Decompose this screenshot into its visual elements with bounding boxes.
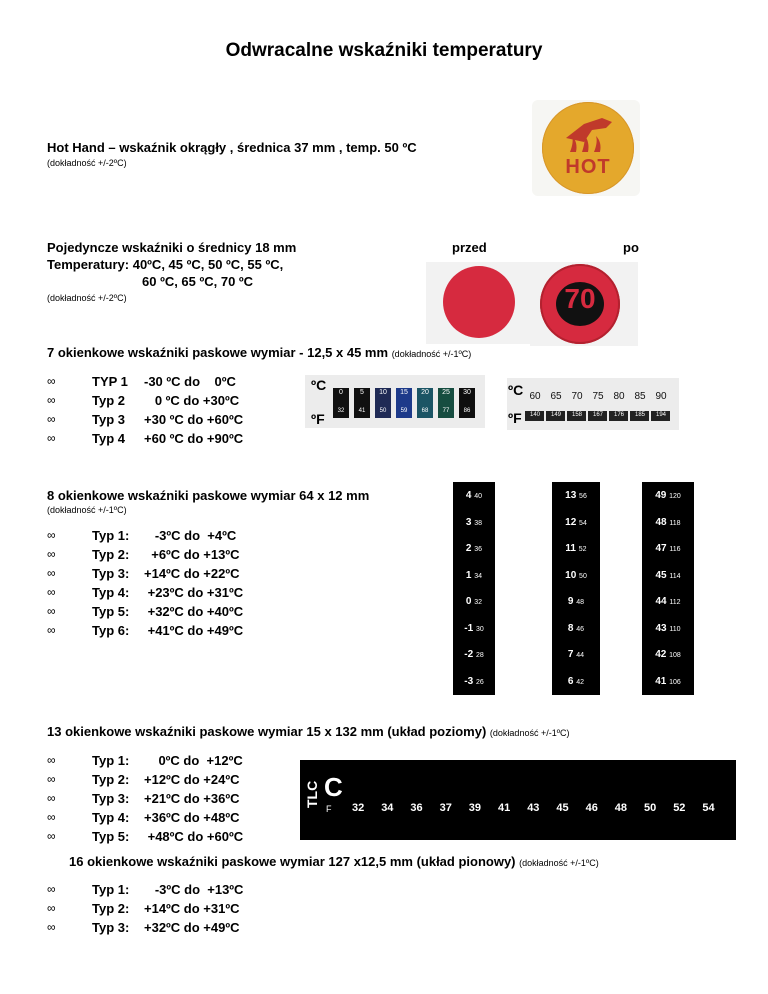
strip-value-c: 85 <box>634 391 646 402</box>
strip-value-f: 34 <box>474 572 483 580</box>
label-before: przed <box>452 240 487 255</box>
bullet-icon: ∞ <box>47 431 56 445</box>
bullet-icon: ∞ <box>47 604 56 618</box>
strip-row <box>642 623 694 634</box>
strip-row <box>453 490 495 501</box>
type-name: Typ 4: <box>92 810 130 825</box>
strip1-unit-c: ºC <box>311 377 327 393</box>
strip-value-c: 15 <box>400 389 408 396</box>
strip-value-c: 49 <box>655 490 670 501</box>
eight-types-list <box>47 526 243 640</box>
type-name: Typ 3 <box>92 412 125 427</box>
hot-badge-text: HOT <box>565 156 611 178</box>
strip-value-f: 158 <box>571 412 582 418</box>
strip-value-f: 114 <box>669 572 681 580</box>
strip-value-c: 2 <box>465 543 475 554</box>
strip-value-f: 118 <box>669 519 681 527</box>
type-item <box>47 372 243 391</box>
strip-row <box>642 596 694 607</box>
strip-row <box>552 570 600 581</box>
type-item <box>47 410 243 429</box>
type-range: -3ºC do +13ºC <box>144 882 244 897</box>
strip-value-c: 6 <box>567 675 577 687</box>
type-name: TYP 1 <box>92 374 128 389</box>
thirteen-heading-row <box>47 724 570 739</box>
bullet-icon: ∞ <box>47 920 56 934</box>
strip-value-f: 50 <box>579 572 587 580</box>
strip-value-c: 44 <box>655 596 670 607</box>
strip-value-f: 41 <box>358 408 366 414</box>
strip-value-f: 120 <box>669 493 681 500</box>
type-name: Typ 4 <box>92 431 125 446</box>
type-range: +21ºC do +36ºC <box>144 791 240 806</box>
bullet-icon: ∞ <box>47 791 56 805</box>
hot-hand-heading: Hot Hand – wskaźnik okrągły , średnica 37 mm , temp. 50 ºC <box>47 140 417 155</box>
strip-value-c: 13 <box>565 490 580 501</box>
strip-value-c: 4 <box>465 490 475 501</box>
type-name: Typ 3: <box>92 920 130 935</box>
bullet-icon: ∞ <box>47 829 56 843</box>
strip1-unit-f: ºF <box>311 411 325 427</box>
strip-value-f: 40 <box>474 493 483 500</box>
strip-value-f: 30 <box>475 625 484 633</box>
seven-accuracy: (dokładność +/-1ºC) <box>391 349 472 359</box>
type-item <box>47 602 243 621</box>
type-range: +41ºC do +49ºC <box>144 623 244 638</box>
bullet-icon: ∞ <box>47 547 56 561</box>
thirteen-accuracy: (dokładność +/-1ºC) <box>489 728 570 738</box>
strip2-unit-f: ºF <box>508 410 522 426</box>
bullet-icon: ∞ <box>47 374 56 388</box>
strip-value-f: 149 <box>550 412 561 418</box>
strip-row <box>642 649 694 660</box>
type-item <box>47 391 243 410</box>
eight-strip-1 <box>453 482 495 695</box>
strip-value: 43 <box>527 802 540 814</box>
strip-value-c: 41 <box>655 675 670 687</box>
strip-value-f: 167 <box>592 412 603 418</box>
single-heading-line3: 60 ºC, 65 ºC, 70 ºC <box>142 274 254 289</box>
type-range: +48ºC do +60ºC <box>144 829 244 844</box>
strip-row <box>453 649 495 660</box>
thirteen-types-list <box>47 751 243 846</box>
type-range: +60 ºC do +90ºC <box>144 431 244 446</box>
strip-value-c: 70 <box>571 391 583 402</box>
eight-strip-3 <box>642 482 694 695</box>
strip-value-c: 8 <box>567 622 577 634</box>
seven-heading: 7 okienkowe wskaźniki paskowe wymiar - 12,5 x 45 mm <box>47 345 389 360</box>
strip-row <box>453 570 495 581</box>
strip-value-c: 11 <box>565 543 579 554</box>
type-item <box>47 429 243 448</box>
strip-value: 41 <box>498 802 511 814</box>
bullet-icon: ∞ <box>47 393 56 407</box>
strip-value-c: 20 <box>421 389 429 396</box>
strip-value-c: 42 <box>655 649 670 660</box>
strip-brand: TLC <box>304 780 320 808</box>
type-range: +14ºC do +22ºC <box>144 566 240 581</box>
strip-value-f: 38 <box>474 519 483 527</box>
type-item <box>47 899 243 918</box>
type-range: +32ºC do +49ºC <box>144 920 240 935</box>
bullet-icon: ∞ <box>47 566 56 580</box>
bullet-icon: ∞ <box>47 772 56 786</box>
strip-value: 52 <box>673 802 686 814</box>
sixteen-accuracy: (dokładność +/-1ºC) <box>519 858 599 868</box>
strip-value: 37 <box>439 802 452 814</box>
thirteen-heading: 13 okienkowe wskaźniki paskowe wymiar 15 x 132 mm (układ poziomy) <box>47 724 487 739</box>
strip-row <box>453 623 495 634</box>
strip-value-f: 44 <box>576 652 585 659</box>
strip-value: 46 <box>585 802 598 814</box>
strip-value-f: 86 <box>463 408 471 414</box>
strip-row <box>642 490 694 501</box>
type-name: Typ 2: <box>92 547 130 562</box>
type-item <box>47 827 243 846</box>
strip-value-c: 65 <box>550 391 562 402</box>
strip-value-f: 112 <box>669 599 681 606</box>
strip-value-f: 194 <box>655 412 666 418</box>
indicator-before <box>443 266 515 338</box>
strip-value-c: 30 <box>463 389 471 396</box>
strip-row <box>552 490 600 501</box>
type-range: +6ºC do +13ºC <box>144 547 240 562</box>
type-name: Typ 2: <box>92 901 130 916</box>
type-name: Typ 6: <box>92 623 130 638</box>
single-heading-line2: Temperatury: 40ºC, 45 ºC, 50 ºC, 55 ºC, <box>47 257 284 272</box>
label-after: po <box>623 240 639 255</box>
strip-value-f: 140 <box>529 412 540 418</box>
type-item <box>47 770 243 789</box>
hand-icon <box>562 112 616 156</box>
type-item <box>47 583 243 602</box>
strip-value-c: 0 <box>465 596 475 607</box>
strip-value-f: 28 <box>475 652 484 659</box>
strip-value-f: 36 <box>474 546 483 553</box>
seven-types-list <box>47 372 243 448</box>
strip-value-f: 59 <box>400 408 408 414</box>
strip-value-c: 90 <box>655 391 667 402</box>
strip-value-c: -3 <box>464 675 476 687</box>
type-item <box>47 564 243 583</box>
strip-row <box>453 543 495 554</box>
strip-value-c: 5 <box>360 389 364 396</box>
strip-row <box>552 676 600 687</box>
bullet-icon: ∞ <box>47 528 56 542</box>
bullet-icon: ∞ <box>47 882 56 896</box>
strip-row <box>552 596 600 607</box>
type-range: 0ºC do +12ºC <box>144 753 243 768</box>
strip-value-f: 77 <box>442 408 450 414</box>
strip-row <box>642 570 694 581</box>
strip-unit-f: F <box>326 804 332 814</box>
strip-row <box>552 623 600 634</box>
type-name: Typ 4: <box>92 585 130 600</box>
type-range: +30 ºC do +60ºC <box>144 412 244 427</box>
eight-heading: 8 okienkowe wskaźniki paskowe wymiar 64 x 12 mm <box>47 488 370 503</box>
strip-value-f: 68 <box>421 408 429 414</box>
strip-row <box>642 676 694 687</box>
strip-value-c: 12 <box>565 516 580 528</box>
strip-value-c: 60 <box>529 391 541 402</box>
strip-value-c: 75 <box>592 391 604 402</box>
strip-unit-c: C <box>324 772 343 802</box>
eight-strip-2 <box>552 482 600 695</box>
strip-value-c: 45 <box>655 569 670 581</box>
type-name: Typ 3: <box>92 791 130 806</box>
strip-value-c: 25 <box>442 389 450 396</box>
strip-value: 36 <box>410 802 423 814</box>
type-item <box>47 880 243 899</box>
page-title: Odwracalne wskaźniki temperatury <box>225 40 543 61</box>
strip-row <box>552 649 600 660</box>
type-item <box>47 526 243 545</box>
strip-value-c: 3 <box>465 516 475 528</box>
strip-row <box>453 596 495 607</box>
strip-row <box>642 543 694 554</box>
strip-row <box>453 517 495 528</box>
strip-value-f: 32 <box>474 599 483 606</box>
type-name: Typ 2: <box>92 772 130 787</box>
seven-heading-row <box>47 345 471 360</box>
bullet-icon: ∞ <box>47 810 56 824</box>
strip-row <box>552 517 600 528</box>
type-name: Typ 1: <box>92 753 130 768</box>
bullet-icon: ∞ <box>47 412 56 426</box>
strip-value-f: 26 <box>475 678 484 686</box>
strip-value-f: 54 <box>579 519 587 527</box>
strip-value-f: 106 <box>669 678 681 686</box>
strip-value: 45 <box>556 802 569 814</box>
strip-row <box>552 543 600 554</box>
type-range: +23ºC do +31ºC <box>144 585 244 600</box>
type-range: 0 ºC do +30ºC <box>144 393 240 408</box>
strip-value: 39 <box>468 802 482 814</box>
strip2-unit-c: ºC <box>508 382 524 398</box>
type-item <box>47 621 243 640</box>
sixteen-heading-row <box>69 854 599 869</box>
type-name: Typ 5: <box>92 829 130 844</box>
type-item <box>47 545 243 564</box>
strip-value-f: 108 <box>669 652 681 659</box>
strip-value-c: 1 <box>465 569 475 581</box>
strip-value-f: 176 <box>613 412 624 418</box>
type-item <box>47 789 243 808</box>
type-item <box>47 918 243 937</box>
eight-accuracy: (dokładność +/-1ºC) <box>47 505 127 515</box>
type-name: Typ 1: <box>92 528 130 543</box>
strip-value-c: -2 <box>464 649 476 660</box>
strip-row <box>642 517 694 528</box>
strip-row <box>453 676 495 687</box>
strip-value-f: 42 <box>576 678 585 686</box>
type-item <box>47 808 243 827</box>
seven-strip-1 <box>305 375 485 428</box>
strip-value: 32 <box>352 802 365 814</box>
bullet-icon: ∞ <box>47 623 56 637</box>
bullet-icon: ∞ <box>47 901 56 915</box>
sixteen-types-list <box>47 880 243 937</box>
strip-value-f: 56 <box>579 493 587 500</box>
strip-value: 34 <box>381 802 394 814</box>
bullet-icon: ∞ <box>47 753 56 767</box>
single-accuracy: (dokładność +/-2ºC) <box>47 293 127 303</box>
type-range: +32ºC do +40ºC <box>144 604 244 619</box>
sixteen-heading: 16 okienkowe wskaźniki paskowe wymiar 127 x12,5 mm (układ pionowy) <box>69 854 516 869</box>
thirteen-strip <box>300 760 736 840</box>
type-name: Typ 5: <box>92 604 130 619</box>
strip-value-c: 9 <box>567 596 577 607</box>
strip-value: 50 <box>644 802 657 814</box>
strip-value-c: 47 <box>655 543 670 554</box>
strip-value-f: 52 <box>578 546 587 553</box>
strip-value: 54 <box>702 802 715 814</box>
seven-strip-2 <box>507 378 679 430</box>
strip-value-c: 0 <box>339 389 343 396</box>
type-name: Typ 2 <box>92 393 125 408</box>
strip-value-c: 10 <box>565 569 580 581</box>
strip-value-c: 7 <box>567 649 577 660</box>
strip-value-f: 110 <box>669 625 681 633</box>
hot-hand-accuracy: (dokładność +/-2ºC) <box>47 158 127 168</box>
single-heading-line1: Pojedyncze wskaźniki o średnicy 18 mm <box>47 240 297 255</box>
type-range: +36ºC do +48ºC <box>144 810 240 825</box>
strip-value-c: 43 <box>655 622 670 634</box>
strip-value-c: -1 <box>464 622 476 634</box>
strip-value: 48 <box>614 802 628 814</box>
bullet-icon: ∞ <box>47 585 56 599</box>
type-name: Typ 1: <box>92 882 130 897</box>
indicator-after-number: 70 <box>564 283 596 314</box>
strip-value-c: 80 <box>613 391 625 402</box>
strip-value-f: 48 <box>576 599 585 606</box>
strip-value-f: 32 <box>337 408 345 414</box>
type-range: +14ºC do +31ºC <box>144 901 240 916</box>
strip-value-c: 10 <box>379 389 387 396</box>
strip-value-c: 48 <box>655 516 670 528</box>
strip-value-f: 116 <box>669 546 681 553</box>
strip-value-f: 185 <box>634 412 645 418</box>
type-range: -3ºC do +4ºC <box>144 528 237 543</box>
strip-value-f: 50 <box>379 408 387 414</box>
strip-value-f: 46 <box>576 625 585 633</box>
type-item <box>47 751 243 770</box>
type-range: +12ºC do +24ºC <box>144 772 240 787</box>
type-name: Typ 3: <box>92 566 130 581</box>
type-range: -30 ºC do 0ºC <box>144 374 236 389</box>
